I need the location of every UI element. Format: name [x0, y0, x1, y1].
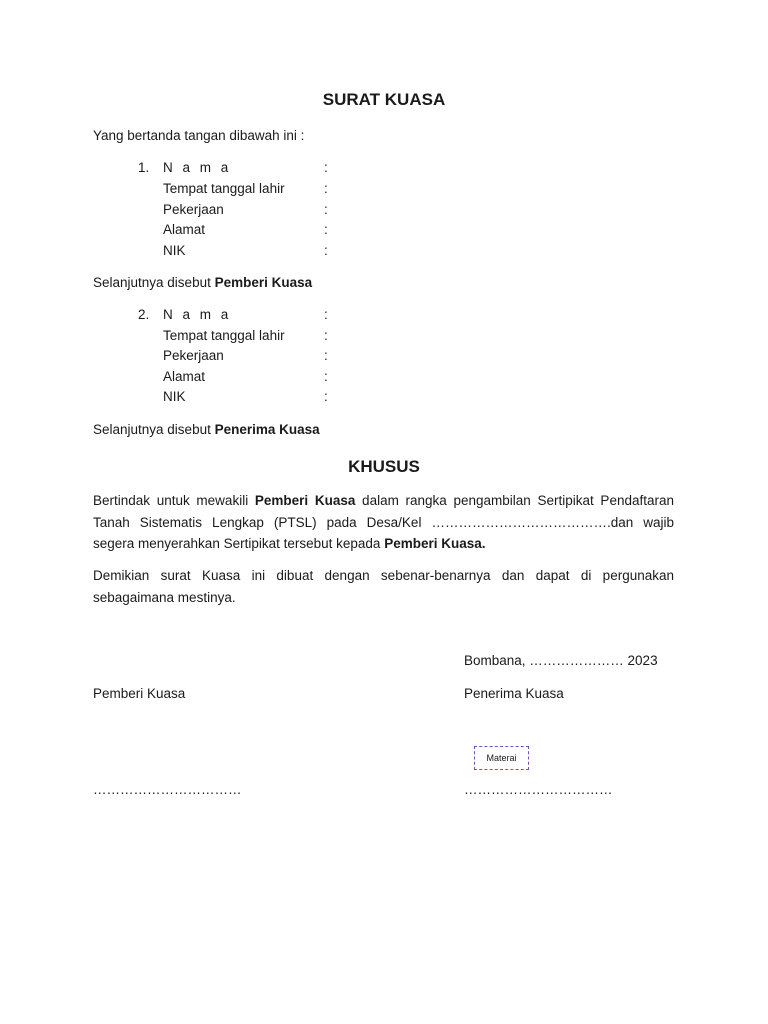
colon: :: [324, 369, 328, 384]
intro-text: Yang bertanda tangan dibawah ini :: [93, 128, 305, 143]
body-paragraph-2: Demikian surat Kuasa ini dibuat dengan sebenar-benarnya dan dapat di pergunakan sebagaimana mestinya.: [93, 568, 674, 605]
colon: :: [324, 348, 328, 363]
party-2-designation: [93, 422, 320, 437]
place-date: Bombana, ………………… 2023: [464, 653, 658, 668]
party-2-label-nik: NIK: [163, 389, 186, 404]
body-text: Bertindak untuk mewakili: [93, 493, 255, 508]
colon: :: [324, 160, 328, 175]
document-title: SURAT KUASA: [322, 90, 446, 109]
signature-left-line: ……………………………: [93, 782, 242, 797]
body-bold: Pemberi Kuasa: [254, 493, 356, 508]
party-1-label-nik: NIK: [163, 243, 186, 258]
party-1-number: 1.: [138, 160, 150, 175]
colon: :: [324, 389, 328, 404]
colon: :: [324, 202, 328, 217]
party-2-label-birth: Tempat tanggal lahir: [163, 328, 285, 343]
party-2-number: 2.: [138, 307, 150, 322]
party-1-label-birth: Tempat tanggal lahir: [163, 181, 285, 196]
designation-role: Pemberi Kuasa: [214, 275, 313, 290]
materai-label: Materai: [486, 753, 517, 763]
document-subtitle: KHUSUS: [348, 457, 420, 476]
body-bold: Pemberi Kuasa.: [384, 536, 486, 551]
materai-stamp-box: [474, 746, 529, 770]
party-1-label-job: Pekerjaan: [163, 202, 224, 217]
body-paragraph-1: [93, 490, 674, 555]
colon: :: [324, 307, 328, 322]
colon: :: [324, 181, 328, 196]
party-2-label-address: Alamat: [163, 369, 206, 384]
signature-left-label: Pemberi Kuasa: [93, 686, 186, 701]
signature-right-label: Penerima Kuasa: [464, 686, 564, 701]
designation-prefix: Selanjutnya disebut: [93, 422, 215, 437]
party-1-label-name: N a m a: [163, 160, 232, 175]
party-1-designation: [93, 275, 312, 290]
colon: :: [324, 222, 328, 237]
party-2-label-job: Pekerjaan: [163, 348, 224, 363]
colon: :: [324, 243, 328, 258]
body-text: dalam rangka pengambilan Sertipikat Pendaftaran Tanah Sistematis Lengkap (PTSL) pada Desa/Kel ………………………………….dan wajib segera menyerahkan Sertipikat tersebut kepada: [93, 493, 674, 551]
party-1-label-address: Alamat: [163, 222, 206, 237]
signature-right-line: ……………………………: [464, 782, 613, 797]
party-2-label-name: N a m a: [163, 307, 232, 322]
designation-prefix: Selanjutnya disebut: [93, 275, 215, 290]
designation-role: Penerima Kuasa: [214, 422, 320, 437]
colon: :: [324, 328, 328, 343]
